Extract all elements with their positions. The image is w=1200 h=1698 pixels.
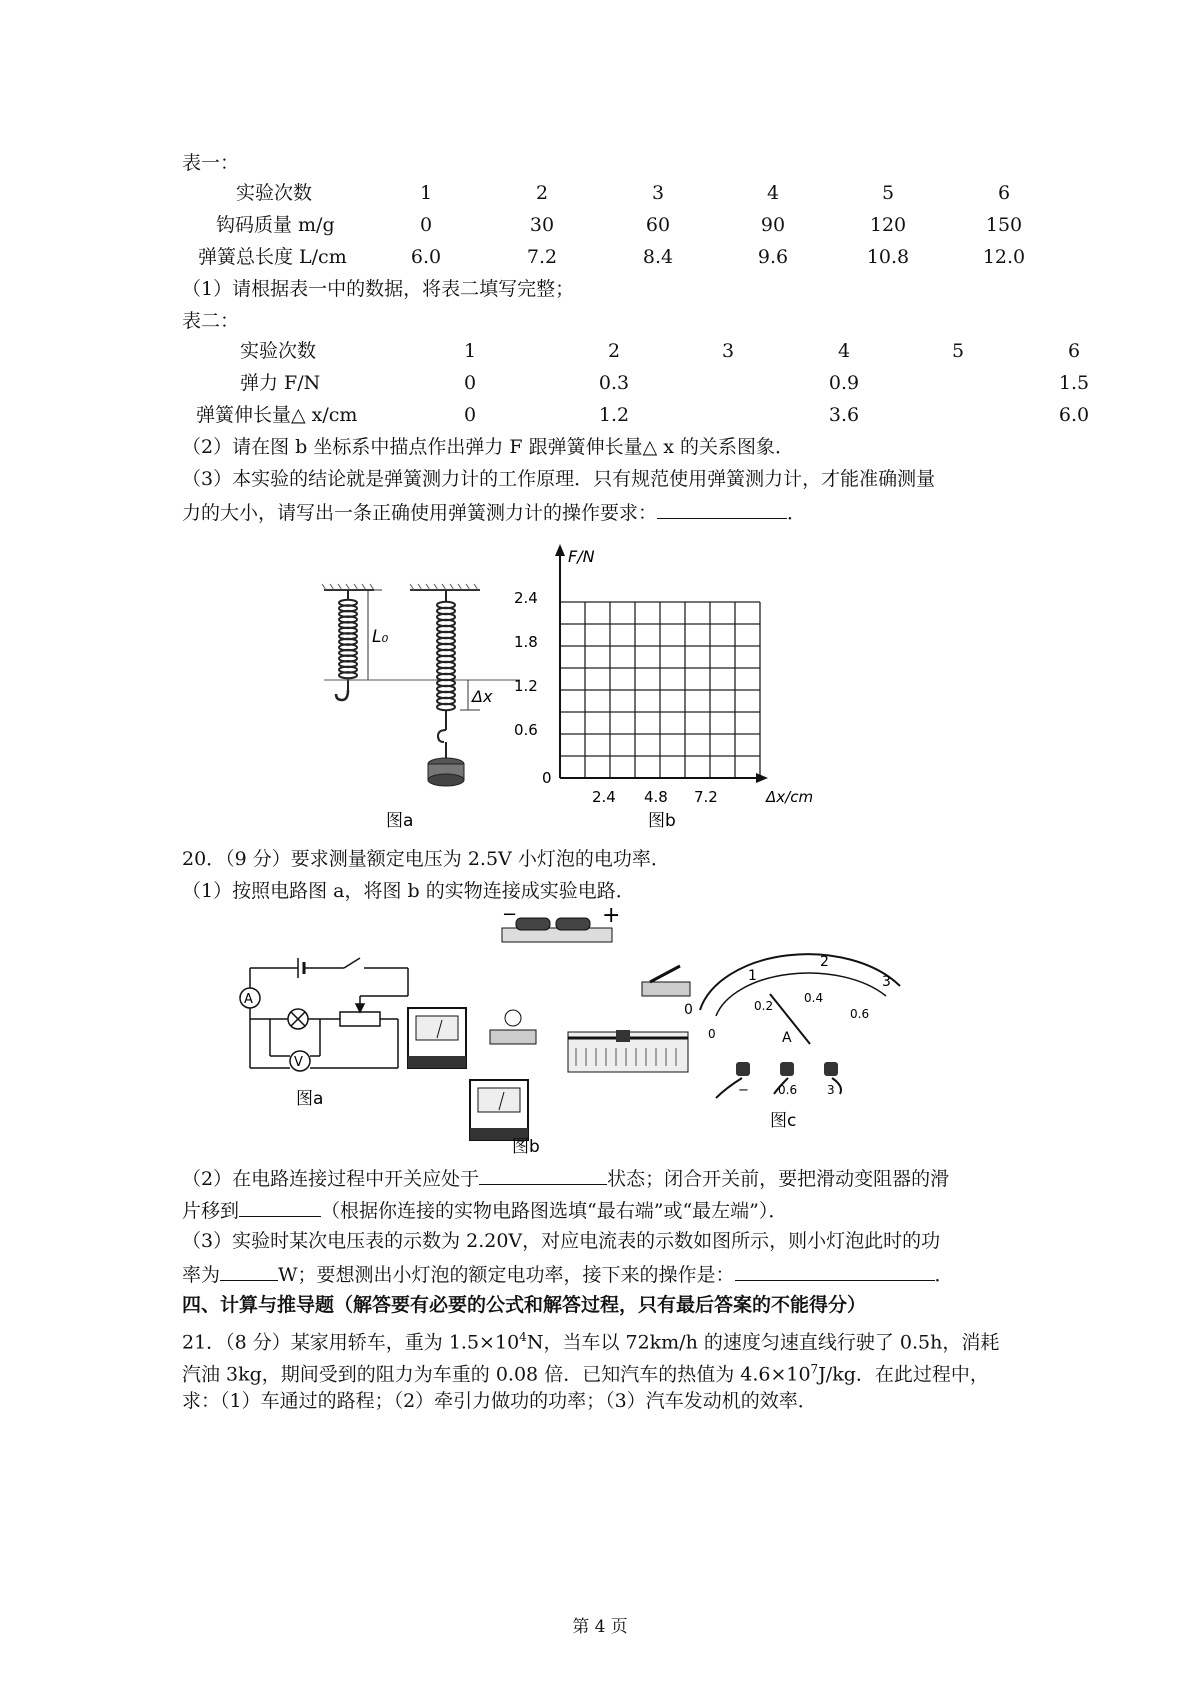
- y-tick: 0.6: [514, 721, 538, 739]
- voltmeter-component: [470, 1080, 528, 1140]
- y-tick: 1.2: [514, 677, 538, 695]
- question-3-line2-text: 力的大小，请写出一条正确使用弹簧测力计的操作要求：: [182, 502, 658, 524]
- circuit-diagram: [240, 958, 408, 1071]
- question-21-line1: [182, 1324, 999, 1355]
- terminal-label: 3: [827, 1083, 835, 1097]
- q20-2-text-a: （2）在电路连接过程中开关应处于: [182, 1168, 480, 1190]
- table1-length-label: 弹簧总长度 L/cm: [198, 246, 347, 268]
- question-3-line2: [182, 498, 806, 526]
- figure-circuit: [230, 908, 1000, 1156]
- table1-mass-cell: 120: [869, 214, 907, 236]
- dx-label: Δx: [472, 687, 493, 706]
- meter-scale-top: 3: [882, 974, 891, 990]
- table1-length-cell: 10.8: [866, 246, 910, 268]
- table2-title: 表二：: [182, 310, 240, 332]
- rheostat-component: [568, 1030, 688, 1072]
- meter-scale-bottom: 0.2: [754, 999, 774, 1013]
- table2-ext-label: 弹簧伸长量△ x/cm: [196, 404, 358, 426]
- table2-trial: 1: [463, 340, 477, 362]
- table1-length-cell: 8.4: [642, 246, 674, 268]
- q21-text-b: N，当车以 72km/h 的速度匀速直线行驶了 0.5h，消耗: [526, 1331, 1000, 1354]
- x-tick: 4.8: [644, 788, 668, 806]
- meter-scale-top: 1: [748, 968, 757, 984]
- x-tick: 2.4: [592, 788, 616, 806]
- ammeter-dial: [700, 954, 900, 1044]
- figure2-b-label: 图b: [512, 1137, 540, 1156]
- table2-trial: 5: [951, 340, 965, 362]
- battery-box: [502, 918, 612, 942]
- q20-2-text-c: 片移到: [182, 1200, 240, 1222]
- table2-ext-cell: 6.0: [1058, 404, 1090, 426]
- table1-length-cell: 9.6: [757, 246, 789, 268]
- spring-diagram: [322, 584, 520, 831]
- figure-spring-graph: [310, 540, 890, 840]
- table1-length-cell: 7.2: [526, 246, 558, 268]
- table1-trial: 6: [997, 182, 1011, 204]
- q21-exponent: 7: [810, 1362, 819, 1376]
- table1-length-cell: 12.0: [982, 246, 1026, 268]
- table2-trial: 4: [837, 340, 851, 362]
- table2-force-label: 弹力 F/N: [240, 372, 321, 394]
- table2-trial: 3: [721, 340, 735, 362]
- question-3-end: ．: [787, 502, 807, 524]
- battery-minus: −: [502, 908, 518, 925]
- page-footer: 第 4 页: [572, 1617, 628, 1637]
- table2-ext-cell: 3.6: [828, 404, 860, 426]
- switch-component: [642, 966, 690, 996]
- table2-force-cell: 0.9: [828, 372, 860, 394]
- q21-text-a: 21．（8 分）某家用轿车，重为 1.5×10: [182, 1331, 520, 1354]
- question-20-part3-line1: （3）实验时某次电压表的示数为 2.20V，对应电流表的示数如图所示，则小灯泡此时的功: [182, 1230, 941, 1252]
- table1-header-label: 实验次数: [236, 182, 313, 204]
- q20-2-text-b: 状态；闭合开关前，要把滑动变阻器的滑: [607, 1168, 950, 1190]
- voltmeter-symbol: V: [294, 1055, 303, 1070]
- l0-label: L₀: [372, 627, 389, 647]
- q21-exponent: 4: [519, 1330, 527, 1344]
- table2-force-cell: 0.3: [598, 372, 630, 394]
- table1-mass-label: 钩码质量 m/g: [216, 214, 335, 236]
- question-1-text: （1）请根据表一中的数据，将表二填写完整；: [182, 278, 575, 300]
- answer-blank[interactable]: [479, 1164, 607, 1185]
- table2-force-cell: 0: [463, 372, 477, 394]
- spring-stretched: [437, 602, 455, 711]
- meter-scale-bottom: 0.4: [804, 991, 824, 1005]
- question-20-title: 20．（9 分）要求测量额定电压为 2.5V 小灯泡的电功率．: [182, 848, 670, 870]
- section-4-title: 四、计算与推导题（解答要有必要的公式和解答过程，只有最后答案的不能得分）: [182, 1294, 867, 1316]
- table2-header-label: 实验次数: [240, 340, 317, 362]
- table2-ext-cell: 0: [463, 404, 477, 426]
- table2-ext-cell: 1.2: [598, 404, 630, 426]
- table1-mass-cell: 60: [645, 214, 671, 236]
- table1-trial: 3: [651, 182, 665, 204]
- q20-2-text-d: （根据你连接的实物电路图选填“最右端”或“最左端”）．: [321, 1200, 788, 1222]
- q20-3-text-b: W；要想测出小灯泡的额定电功率，接下来的操作是：: [278, 1264, 735, 1286]
- table1-title: 表一：: [182, 152, 240, 174]
- y-axis-label: F/N: [568, 547, 595, 566]
- ammeter-symbol: A: [244, 992, 253, 1007]
- figure-b-label: 图b: [648, 811, 676, 831]
- table1-trial: 5: [881, 182, 895, 204]
- question-20-part3-line2: [182, 1260, 954, 1288]
- table2-trial: 2: [607, 340, 621, 362]
- terminal-label: −: [738, 1083, 749, 1098]
- y-tick: 2.4: [514, 589, 538, 607]
- meter-unit: A: [782, 1030, 792, 1046]
- meter-scale-bottom: 0: [708, 1027, 716, 1041]
- battery-plus: +: [602, 908, 621, 928]
- meter-scale-bottom: 0.6: [850, 1007, 870, 1021]
- table1-trial: 2: [535, 182, 549, 204]
- answer-blank[interactable]: [239, 1196, 321, 1217]
- table2-trial: 6: [1067, 340, 1081, 362]
- figure2-c-label: 图c: [770, 1111, 797, 1131]
- question-21-line3: 求：（1）车通过的路程；（2）牵引力做功的功率；（3）汽车发动机的效率．: [182, 1390, 817, 1412]
- figure-a-label: 图a: [386, 811, 414, 831]
- q20-3-end: ．: [934, 1264, 954, 1286]
- table1-mass-cell: 90: [760, 214, 786, 236]
- question-2-text: （2）请在图 b 坐标系中描点作出弹力 F 跟弹簧伸长量△ x 的关系图象．: [182, 436, 795, 458]
- origin-label: 0: [542, 769, 552, 787]
- table2-force-cell: 1.5: [1058, 372, 1090, 394]
- answer-blank[interactable]: [735, 1260, 935, 1281]
- answer-blank[interactable]: [220, 1260, 278, 1281]
- meter-scale-top: 0: [684, 1002, 693, 1018]
- table1-trial: 1: [419, 182, 433, 204]
- x-tick: 7.2: [694, 788, 718, 806]
- terminal-label: 0.6: [778, 1083, 798, 1097]
- y-tick: 1.8: [514, 633, 538, 651]
- bulb-component: [490, 1010, 536, 1044]
- question-20-part2-line2: [182, 1196, 787, 1224]
- answer-blank[interactable]: [657, 498, 787, 519]
- graph-grid: [514, 544, 813, 831]
- ammeter-component: [408, 1008, 466, 1068]
- q21-text-d: J/kg．在此过程中，: [818, 1363, 989, 1386]
- table1-mass-cell: 30: [529, 214, 555, 236]
- q21-text-c: 汽油 3kg，期间受到的阻力为车重的 0.08 倍．已知汽车的热值为 4.6×10: [182, 1363, 811, 1386]
- question-21-line2: [182, 1356, 989, 1387]
- table1-length-cell: 6.0: [410, 246, 442, 268]
- meter-scale-top: 2: [820, 954, 829, 970]
- table1-trial: 4: [766, 182, 780, 204]
- question-3-line1: （3）本实验的结论就是弹簧测力计的工作原理．只有规范使用弹簧测力计，才能准确测量: [182, 468, 936, 490]
- question-20-part2-line1: [182, 1164, 949, 1192]
- spring-short: [339, 600, 357, 679]
- table1-mass-cell: 150: [985, 214, 1023, 236]
- q20-3-text-a: 率为: [182, 1264, 221, 1286]
- question-20-part1: （1）按照电路图 a，将图 b 的实物连接成实验电路．: [182, 880, 635, 902]
- x-axis-label: Δx/cm: [766, 788, 814, 806]
- table1-mass-cell: 0: [419, 214, 433, 236]
- figure2-a-label: 图a: [296, 1089, 324, 1109]
